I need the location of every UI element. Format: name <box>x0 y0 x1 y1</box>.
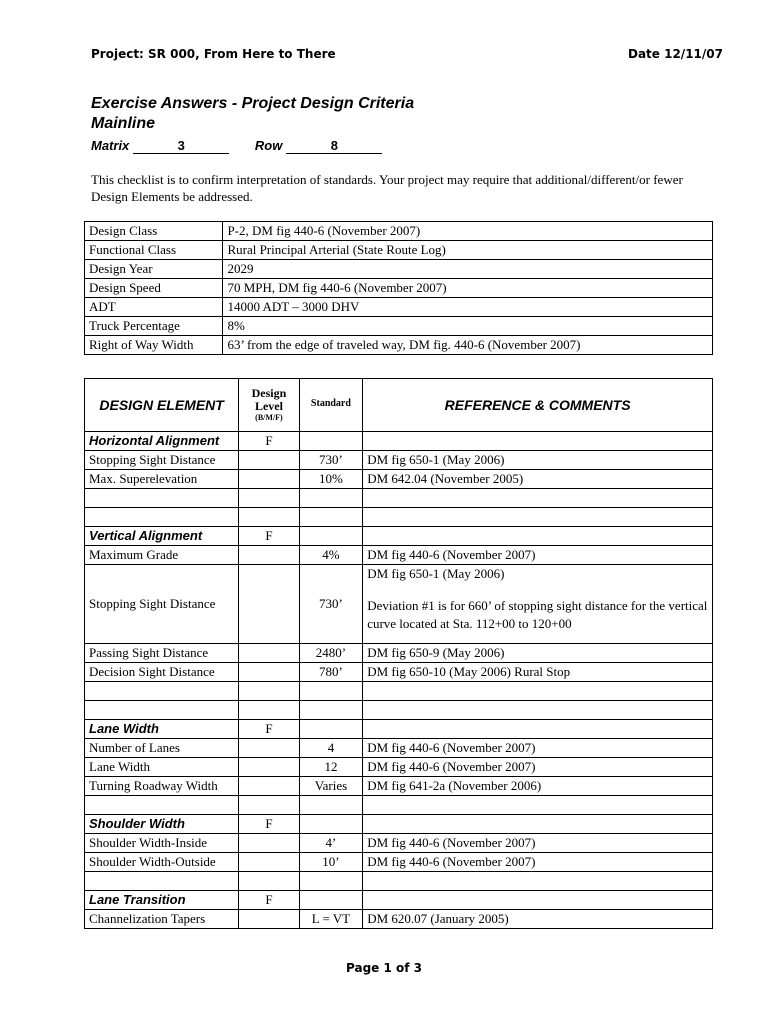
standard-value: 10% <box>299 470 363 489</box>
criteria-table <box>84 221 713 355</box>
reference-text: DM fig 650-1 (May 2006) <box>363 451 713 470</box>
date-header: Date 12/11/07 <box>628 47 723 61</box>
criteria-value: 63’ from the edge of traveled way, DM fig. 440-6 (November 2007) <box>223 336 713 355</box>
table-row <box>85 815 713 834</box>
criteria-value: 8% <box>223 317 713 336</box>
table-row <box>85 222 713 241</box>
project-header: Project: SR 000, From Here to There <box>91 47 336 61</box>
reference-text <box>363 432 713 451</box>
design-level <box>239 546 299 565</box>
design-elements-table <box>84 378 713 929</box>
document-title <box>91 94 414 134</box>
standard-value <box>299 815 363 834</box>
standard-value: 4% <box>299 546 363 565</box>
section-heading: Vertical Alignment <box>85 527 239 546</box>
design-level: F <box>239 432 299 451</box>
criteria-label: Design Speed <box>85 279 223 298</box>
element-name: Stopping Sight Distance <box>85 565 239 644</box>
standard-value <box>299 527 363 546</box>
header-design-level <box>239 379 299 432</box>
table-row <box>85 279 713 298</box>
reference-line: DM fig 650-1 (May 2006) <box>367 566 505 581</box>
design-level: F <box>239 815 299 834</box>
header-level-line1: Design <box>251 386 287 400</box>
criteria-value: P-2, DM fig 440-6 (November 2007) <box>223 222 713 241</box>
reference-text: DM fig 440-6 (November 2007) <box>363 546 713 565</box>
table-row <box>85 260 713 279</box>
section-heading: Shoulder Width <box>85 815 239 834</box>
empty-row <box>85 796 713 815</box>
table-row <box>85 891 713 910</box>
table-row <box>85 451 713 470</box>
design-level <box>239 644 299 663</box>
empty-row <box>85 872 713 891</box>
standard-value: 2480’ <box>299 644 363 663</box>
header-standard: Standard <box>299 379 363 432</box>
standard-value: 12 <box>299 758 363 777</box>
standard-value <box>299 432 363 451</box>
table-row <box>85 241 713 260</box>
reference-text: DM fig 641-2a (November 2006) <box>363 777 713 796</box>
header-level-line2: Level <box>254 399 283 413</box>
design-level <box>239 451 299 470</box>
design-level <box>239 777 299 796</box>
criteria-label: Functional Class <box>85 241 223 260</box>
section-heading: Lane Transition <box>85 891 239 910</box>
design-level: F <box>239 891 299 910</box>
empty-row <box>85 508 713 527</box>
header-design-element: DESIGN ELEMENT <box>85 379 239 432</box>
reference-text: DM fig 650-9 (May 2006) <box>363 644 713 663</box>
standard-value: L = VT <box>299 910 363 929</box>
empty-row <box>85 701 713 720</box>
reference-text: DM fig 440-6 (November 2007) <box>363 758 713 777</box>
criteria-value: 2029 <box>223 260 713 279</box>
element-name: Turning Roadway Width <box>85 777 239 796</box>
matrix-label: Matrix <box>91 138 130 153</box>
standard-value <box>299 720 363 739</box>
reference-text: DM 642.04 (November 2005) <box>363 470 713 489</box>
reference-text: DM fig 440-6 (November 2007) <box>363 739 713 758</box>
design-level <box>239 663 299 682</box>
element-name: Channelization Tapers <box>85 910 239 929</box>
reference-text <box>363 891 713 910</box>
standard-value: 780’ <box>299 663 363 682</box>
reference-text: DM fig 650-10 (May 2006) Rural Stop <box>363 663 713 682</box>
element-name: Shoulder Width-Inside <box>85 834 239 853</box>
row-label: Row <box>254 138 283 153</box>
table-row <box>85 527 713 546</box>
criteria-value: 70 MPH, DM fig 440-6 (November 2007) <box>223 279 713 298</box>
page-number: Page 1 of 3 <box>346 961 422 975</box>
standard-value <box>299 891 363 910</box>
table-row <box>85 758 713 777</box>
table-row <box>85 777 713 796</box>
row-value: 8 <box>286 138 382 154</box>
table-row <box>85 565 713 644</box>
reference-text: DM fig 440-6 (November 2007) <box>363 834 713 853</box>
element-name: Decision Sight Distance <box>85 663 239 682</box>
design-level <box>239 910 299 929</box>
element-name: Shoulder Width-Outside <box>85 853 239 872</box>
table-row <box>85 336 713 355</box>
empty-row <box>85 489 713 508</box>
criteria-value: 14000 ADT – 3000 DHV <box>223 298 713 317</box>
title-line-1: Exercise Answers - Project Design Criteria <box>91 95 415 112</box>
table-row <box>85 834 713 853</box>
table-row <box>85 739 713 758</box>
element-name: Number of Lanes <box>85 739 239 758</box>
matrix-value: 3 <box>133 138 229 154</box>
criteria-label: ADT <box>85 298 223 317</box>
title-line-2: Mainline <box>91 115 156 132</box>
standard-value: 4 <box>299 739 363 758</box>
design-level: F <box>239 527 299 546</box>
table-row <box>85 663 713 682</box>
header-level-sub: (B/M/F) <box>255 413 283 422</box>
table-row <box>85 432 713 451</box>
element-name: Maximum Grade <box>85 546 239 565</box>
criteria-label: Truck Percentage <box>85 317 223 336</box>
header-reference: REFERENCE & COMMENTS <box>363 379 713 432</box>
design-level <box>239 834 299 853</box>
design-level <box>239 853 299 872</box>
table-row <box>85 470 713 489</box>
table-row <box>85 910 713 929</box>
design-level <box>239 470 299 489</box>
design-level <box>239 565 299 644</box>
criteria-label: Right of Way Width <box>85 336 223 355</box>
table-row <box>85 853 713 872</box>
element-name: Stopping Sight Distance <box>85 451 239 470</box>
reference-text: DM 620.07 (January 2005) <box>363 910 713 929</box>
intro-paragraph: This checklist is to confirm interpretation of standards. Your project may require that additional/different/or fewer Design Elements be addressed. <box>91 172 683 204</box>
reference-text <box>363 565 713 644</box>
table-row <box>85 298 713 317</box>
empty-row <box>85 682 713 701</box>
design-level <box>239 739 299 758</box>
matrix-row-line <box>91 138 382 154</box>
table-row <box>85 720 713 739</box>
element-name: Passing Sight Distance <box>85 644 239 663</box>
design-level <box>239 758 299 777</box>
reference-text <box>363 527 713 546</box>
criteria-label: Design Class <box>85 222 223 241</box>
design-level: F <box>239 720 299 739</box>
standard-value: 10’ <box>299 853 363 872</box>
table-row <box>85 546 713 565</box>
table-header-row <box>85 379 713 432</box>
section-heading: Lane Width <box>85 720 239 739</box>
standard-value: 730’ <box>299 451 363 470</box>
reference-text: DM fig 440-6 (November 2007) <box>363 853 713 872</box>
standard-value: 730’ <box>299 565 363 644</box>
element-name: Max. Superelevation <box>85 470 239 489</box>
standard-value: Varies <box>299 777 363 796</box>
element-name: Lane Width <box>85 758 239 777</box>
reference-text <box>363 720 713 739</box>
criteria-label: Design Year <box>85 260 223 279</box>
criteria-value: Rural Principal Arterial (State Route Log) <box>223 241 713 260</box>
standard-value: 4’ <box>299 834 363 853</box>
section-heading: Horizontal Alignment <box>85 432 239 451</box>
deviation-note: Deviation #1 is for 660’ of stopping sight distance for the vertical curve located at Sta. 112+00 to 120+00 <box>367 598 708 631</box>
table-row <box>85 644 713 663</box>
table-row <box>85 317 713 336</box>
reference-text <box>363 815 713 834</box>
